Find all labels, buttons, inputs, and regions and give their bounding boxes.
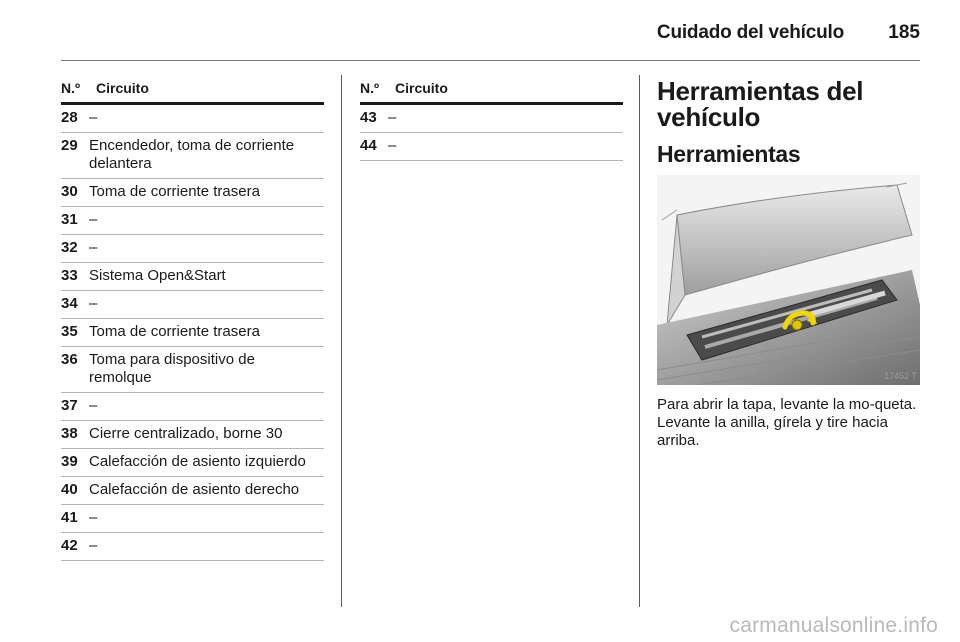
fuse-number: 33 xyxy=(61,267,78,284)
circuit-description: – xyxy=(89,211,98,228)
fuse-table-left xyxy=(61,80,324,561)
col-circuit-header: Circuito xyxy=(395,80,448,96)
header-rule xyxy=(61,60,920,61)
table-row xyxy=(61,477,324,505)
fuse-number: 44 xyxy=(360,137,377,154)
fuse-number: 28 xyxy=(61,109,78,126)
fuse-number: 42 xyxy=(61,537,78,554)
fuse-table-right xyxy=(360,80,623,161)
circuit-description: – xyxy=(89,239,98,256)
column-divider-1 xyxy=(341,75,342,607)
table-row xyxy=(61,105,324,133)
circuit-description: Calefacción de asiento derecho xyxy=(89,481,300,498)
fuse-number: 39 xyxy=(61,453,78,470)
section-heading: Herramientas del vehículo xyxy=(657,76,864,132)
circuit-description: – xyxy=(89,109,98,126)
table-row xyxy=(61,179,324,207)
table-header xyxy=(61,80,324,105)
fuse-number: 41 xyxy=(61,509,78,526)
fuse-number: 43 xyxy=(360,109,377,126)
section-subheading: Herramientas xyxy=(657,141,801,167)
circuit-description: Calefacción de asiento izquierdo xyxy=(89,453,306,470)
circuit-description: Toma para dispositivo de remolque xyxy=(89,351,255,386)
header-title: Cuidado del vehículo xyxy=(656,22,844,43)
table-body xyxy=(61,105,324,561)
fuse-number: 38 xyxy=(61,425,78,442)
fuse-number: 35 xyxy=(61,323,78,340)
circuit-description: Encendedor, toma de corriente delantera xyxy=(89,137,295,172)
table-row xyxy=(61,319,324,347)
table-row xyxy=(61,533,324,561)
circuit-description: Toma de corriente trasera xyxy=(89,323,260,340)
figure-code: 17452 T xyxy=(884,371,917,381)
table-row xyxy=(61,291,324,319)
circuit-description: – xyxy=(89,295,98,312)
table-row xyxy=(61,207,324,235)
page-header xyxy=(0,0,960,62)
table-row xyxy=(61,263,324,291)
table-row xyxy=(61,421,324,449)
circuit-description: Sistema Open&Start xyxy=(89,267,226,284)
col-num-header: N.º xyxy=(360,80,380,96)
table-row xyxy=(61,505,324,533)
tools-compartment-illustration xyxy=(657,175,920,385)
table-row xyxy=(61,235,324,263)
table-row xyxy=(360,105,623,133)
table-body xyxy=(360,105,623,161)
circuit-description: – xyxy=(388,109,397,126)
col-circuit-header: Circuito xyxy=(96,80,149,96)
column-divider-2 xyxy=(639,75,640,607)
circuit-description: – xyxy=(89,509,98,526)
fuse-number: 29 xyxy=(61,137,78,154)
fuse-number: 37 xyxy=(61,397,78,414)
page-number: 185 xyxy=(888,22,920,43)
fuse-number: 36 xyxy=(61,351,78,368)
table-header xyxy=(360,80,623,105)
fuse-number: 34 xyxy=(61,295,78,312)
tools-compartment-drawing xyxy=(657,175,920,385)
watermark-text: carmanualsonline.info xyxy=(729,614,938,637)
circuit-description: – xyxy=(89,397,98,414)
table-row xyxy=(360,133,623,161)
col-num-header: N.º xyxy=(61,80,81,96)
circuit-description: – xyxy=(89,537,98,554)
circuit-description: Toma de corriente trasera xyxy=(89,183,260,200)
fuse-number: 40 xyxy=(61,481,78,498)
table-row xyxy=(61,449,324,477)
table-row xyxy=(61,393,324,421)
table-row xyxy=(61,347,324,393)
circuit-description: – xyxy=(388,137,397,154)
fuse-number: 31 xyxy=(61,211,78,228)
circuit-description: Cierre centralizado, borne 30 xyxy=(89,425,283,442)
fuse-number: 32 xyxy=(61,239,78,256)
fuse-number: 30 xyxy=(61,183,78,200)
instruction-paragraph: Para abrir la tapa, levante la mo-queta. Levante la anilla, gírela y tire hacia arriba. xyxy=(657,396,917,449)
table-row xyxy=(61,133,324,179)
